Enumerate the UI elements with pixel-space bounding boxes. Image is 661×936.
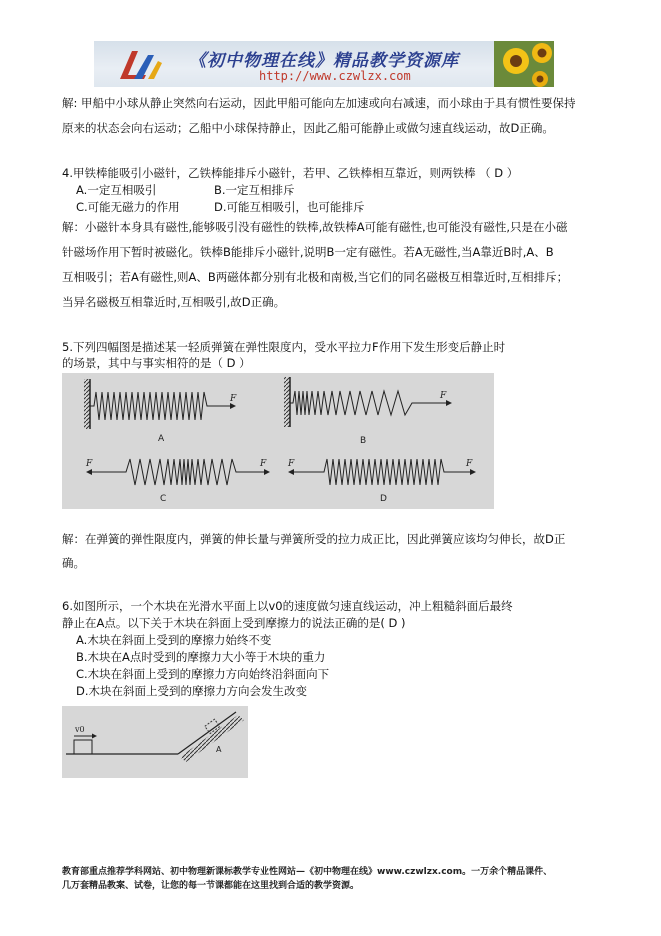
spring-diagram-c <box>86 459 270 485</box>
force-label-b: F <box>440 391 447 401</box>
force-label-c-left: F <box>86 459 93 469</box>
question-5-solution-line-2: 确。 <box>62 556 85 570</box>
question-4-option-d: D.可能互相吸引，也可能排斥 <box>214 200 365 214</box>
question-4-option-b: B.一定互相排斥 <box>214 183 295 197</box>
block-icon <box>74 740 92 754</box>
logo-icon <box>112 45 164 83</box>
question-6-option-d: D.木块在斜面上受到的摩擦力方向会发生改变 <box>76 684 308 698</box>
question-5-stem-line-1: 5.下列四幅图是描述某一轻质弹簧在弹性限度内，受水平拉力F作用下发生形变后静止时 <box>62 340 506 354</box>
slope-figure <box>62 706 248 778</box>
question-5-stem-line-2: 的场景，其中与事实相符的是（ D ） <box>62 356 251 370</box>
diagram-label-d: D <box>380 494 387 504</box>
arrow-right-icon <box>92 734 97 739</box>
question-6-stem-line-1: 6.如图所示，一个木块在光滑水平面上以v0的速度做匀速直线运动，冲上粗糙斜面后最终 <box>62 599 513 613</box>
diagram-label-a: A <box>158 434 165 444</box>
force-label-d-left: F <box>288 459 295 469</box>
diagram-label-b: B <box>360 436 367 446</box>
question-4-stem: 4.甲铁棒能吸引小磁针，乙铁棒能排斥小磁针，若甲、乙铁棒相互靠近，则两铁棒 （ D ） <box>62 166 519 180</box>
question-4-option-c: C.可能无磁力的作用 <box>76 200 180 214</box>
question-6-option-a: A.木块在斜面上受到的摩擦力始终不变 <box>76 633 272 647</box>
solution-3-line-2: 原来的状态会向右运动；乙船中小球保持静止，因此乙船可能静止或做匀速直线运动，故D正确。 <box>62 121 554 135</box>
question-4-solution-line-3: 互相吸引；若A有磁性,则A、B两磁体都分别有北极和南极,当它们的同名磁极互相靠近时,互相排斥； <box>62 270 569 284</box>
question-4-solution-line-2: 针磁场作用下暂时被磁化。铁棒B能排斥小磁针,说明B一定有磁性。若A无磁性,当A靠近B时,A、B <box>62 245 554 259</box>
banner-url: http://www.czwlzx.com <box>259 69 411 83</box>
sunflower-icon <box>494 41 554 87</box>
solution-3-line-1: 解: 甲船中小球从静止突然向右运动，因此甲船可能向左加速或向右减速，而小球由于具有惯性要保持 <box>62 96 576 110</box>
velocity-label: v0 <box>75 725 85 734</box>
force-label-c-right: F <box>260 459 267 469</box>
spring-diagrams <box>62 373 494 509</box>
banner-title: 《初中物理在线》精品教学资源库 <box>189 51 459 71</box>
header-banner <box>94 41 554 87</box>
spring-diagram-b <box>284 377 452 427</box>
question-6-option-c: C.木块在斜面上受到的摩擦力方向始终沿斜面向下 <box>76 667 330 681</box>
question-4-solution-line-1: 解：小磁针本身具有磁性,能够吸引没有磁性的铁棒,故铁棒A可能有磁性,也可能没有磁性,只是在小磁 <box>62 220 568 234</box>
question-4-solution-line-4: 当异名磁极互相靠近时,互相吸引,故D正确。 <box>62 295 286 309</box>
footer-line-2: 几万套精品教案、试卷，让您的每一节课都能在这里找到合适的教学资源。 <box>62 881 360 891</box>
point-label: A <box>216 745 222 754</box>
question-4-option-a: A.一定互相吸引 <box>76 183 157 197</box>
force-label-d-right: F <box>466 459 473 469</box>
question-6-option-b: B.木块在A点时受到的摩擦力大小等于木块的重力 <box>76 650 326 664</box>
force-label-a: F <box>230 394 237 404</box>
slope-diagram <box>62 706 248 778</box>
footer-line-1: 教育部重点推荐学科网站、初中物理新课标教学专业性网站—《初中物理在线》www.czwlzx.com。一万余个精品课件、 <box>62 867 553 877</box>
slope-line <box>178 712 236 754</box>
question-6-stem-line-2: 静止在A点。以下关于木块在斜面上受到摩擦力的说法正确的是( D ) <box>62 616 406 630</box>
spring-figure <box>62 373 494 509</box>
diagram-label-c: C <box>160 494 167 504</box>
spring-diagram-d <box>288 459 476 485</box>
spring-diagram-a <box>84 379 236 429</box>
question-5-solution-line-1: 解：在弹簧的弹性限度内，弹簧的伸长量与弹簧所受的拉力成正比，因此弹簧应该均匀伸长，故D正 <box>62 532 566 546</box>
